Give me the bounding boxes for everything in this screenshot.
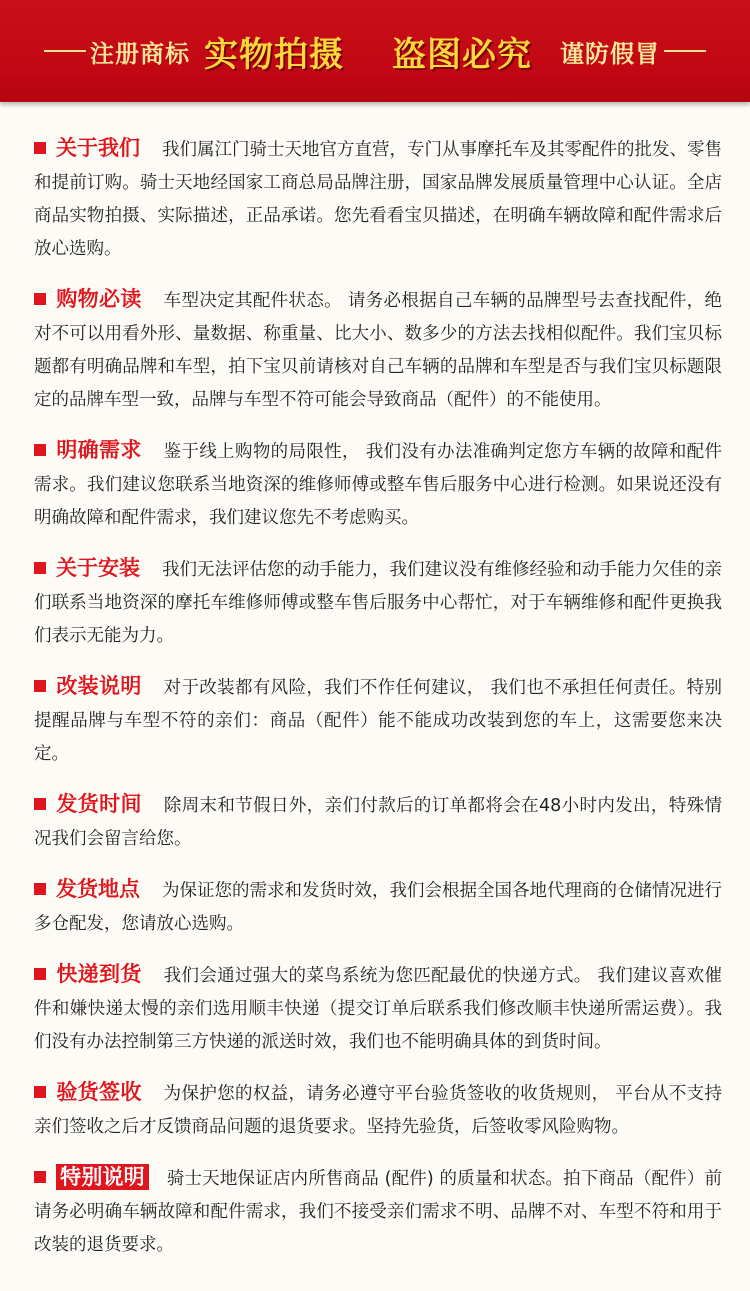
section-text: 为保证您的需求和发货时效，我们会根据全国各地代理商的仓储情况进行多仓配发，您请放心选购。: [34, 881, 722, 934]
bullet-square-icon: [34, 883, 46, 895]
section-title: 发货地点: [56, 877, 140, 901]
bullet-square-icon: [34, 444, 46, 456]
section-title: 购物必读: [56, 287, 142, 311]
section-about-us: [34, 132, 722, 266]
section-text: 为保护您的权益，请务必遵守平台验货签收的收货规则， 平台从不支持亲们签收之后才反馈商品问题的退货要求。坚持先验货，后签收零风险购物。: [34, 1084, 723, 1137]
bullet-square-icon: [34, 798, 46, 810]
section-text: 车型决定其配件状态。 请务必根据自己车辆的品牌型号去查找配件，绝对不可以用看外形、量数据、称重量、比大小、数多少的方法去找相似配件。我们宝贝标题都有明确品牌和车型，拍下宝贝前请核对自己车辆的品牌和车型是否与我们宝贝标题限定的品牌车型一致，品牌与车型不符可能会导致商品（配件）的不能使用。: [34, 291, 723, 410]
section-text: 鉴于线上购物的局限性， 我们没有办法准确判定您方车辆的故障和配件需求。我们建议您联系当地资深的维修师傅或整车售后服务中心进行检测。如果说还没有明确故障和配件需求，我们建议您先不考虑购买。: [34, 442, 723, 528]
section-title: 改装说明: [56, 674, 142, 698]
bullet-square-icon: [34, 968, 46, 980]
banner-right-text: 谨防假冒: [560, 39, 660, 68]
section-special-note: [34, 1161, 722, 1262]
section-modification: [34, 670, 722, 771]
banner-dash-left: [44, 50, 86, 52]
banner-slogan-2: 盗图必究: [392, 34, 532, 75]
section-delivery: [34, 958, 722, 1059]
section-text: 骑士天地保证店内所售商品 (配件) 的质量和状态。拍下商品（配件）前请务必明确车辆故障和配件需求，我们不接受亲们需求不明、品牌不对、车型不符和用于改装的退货要求。: [34, 1169, 723, 1255]
bullet-square-icon: [34, 680, 46, 692]
section-title: 明确需求: [56, 438, 142, 462]
bullet-square-icon: [34, 142, 46, 154]
section-title: 验货签收: [56, 1080, 142, 1104]
section-text: 对于改装都有风险，我们不作任何建议， 我们也不承担任何责任。特别提醒品牌与车型不符的亲们：商品（配件）能不能成功改装到您的车上，这需要您来决定。: [34, 678, 723, 764]
banner-dash-right: [664, 50, 706, 52]
section-text: 我们会通过强大的菜鸟系统为您匹配最优的快递方式。 我们建议喜欢催件和嫌快递太慢的亲们选用顺丰快递（提交订单后联系我们修改顺丰快递所需运费）。我们没有办法控制第三方快递的派送时效，我们也不能明确具体的到货时间。: [34, 966, 723, 1052]
section-clear-needs: [34, 434, 722, 535]
bullet-square-icon: [34, 562, 46, 574]
notice-content: [0, 102, 750, 1262]
section-title: 发货时间: [56, 792, 142, 816]
section-installation: [34, 552, 722, 653]
section-shipping-time: [34, 788, 722, 856]
bullet-square-icon: [34, 1171, 46, 1183]
section-shopping-notice: [34, 283, 722, 417]
top-banner: [0, 0, 750, 102]
banner-slogan-1: 实物拍摄: [204, 34, 344, 75]
section-text: 除周末和节假日外，亲们付款后的订单都将会在48小时内发出，特殊情况我们会留言给您。: [34, 796, 722, 849]
section-shipping-location: [34, 873, 722, 941]
section-title: 特别说明: [56, 1164, 149, 1190]
section-title: 关于安装: [56, 556, 140, 580]
banner-left-text: 注册商标: [90, 39, 190, 68]
bullet-square-icon: [34, 293, 46, 305]
section-text: 我们属江门骑士天地官方直营，专门从事摩托车及其零配件的批发、零售和提前订购。骑士天地经国家工商总局品牌注册，国家品牌发展质量管理中心认证。全店商品实物拍摄、实际描述，正品承诺。您先看看宝贝描述，在明确车辆故障和配件需求后放心选购。: [34, 140, 722, 259]
section-text: 我们无法评估您的动手能力，我们建议没有维修经验和动手能力欠佳的亲们联系当地资深的摩托车维修师傅或整车售后服务中心帮忙，对于车辆维修和配件更换我们表示无能为力。: [34, 560, 722, 646]
bullet-square-icon: [34, 1086, 46, 1098]
section-title: 快递到货: [56, 962, 142, 986]
section-inspection: [34, 1076, 722, 1144]
section-title: 关于我们: [56, 136, 140, 160]
